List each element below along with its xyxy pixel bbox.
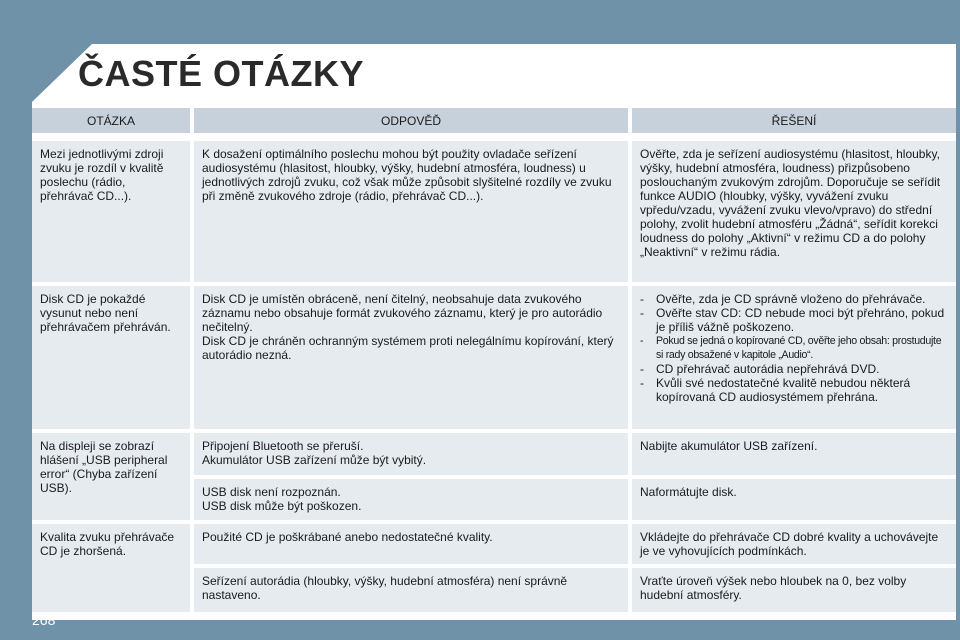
answer-text: Seřízení autorádia (hloubky, výšky, hudební atmosféra) není správně nastaveno. (202, 574, 568, 602)
answer-text: Disk CD je umístěn obráceně, není čitelný, neobsahuje data zvukového záznamu nebo obsahuje formát zvukového záznamu, který je pro autorádio nečitelný. (202, 292, 603, 334)
solution-list (640, 292, 948, 404)
answer-text: K dosažení optimálního poslechu mohou být použity ovladače seřízení audiosystému (hlasitost, hloubky, výšky, hudební atmosféra, loudness) u jednotlivých zdrojů zvuku, což však může způsobit slyšitelné rozdíly ve zvuku při změně zvukového zdroje (rádio, přehrávač CD...). (202, 147, 612, 203)
solution-text: Nabijte akumulátor USB zařízení. (640, 439, 818, 453)
answer-text: USB disk není rozpoznán. (202, 485, 341, 499)
list-item: - Ověřte, zda je CD správně vloženo do přehrávače. (640, 292, 948, 306)
answer-text: Použité CD je poškrábané anebo nedostatečné kvality. (202, 530, 493, 544)
row-3a-solution (632, 433, 956, 475)
list-item: - Ověřte stav CD: CD nebude moci být přehráno, pokud je příliš vážně poškozeno. (640, 306, 948, 334)
row-3a-answer (194, 433, 628, 475)
list-item: - Kvůli své nedostatečné kvalitě nebudou některá kopírovaná CD audiosystémem přehrána. (640, 376, 948, 404)
row-1-answer (194, 141, 628, 282)
row-4-question (32, 524, 190, 612)
answer-text: USB disk může být poškozen. (202, 499, 362, 513)
row-3b-answer (194, 479, 628, 520)
question-text: Kvalita zvuku přehrávače CD je zhoršená. (40, 530, 175, 558)
question-text: Disk CD je pokaždé vysunut nebo není přehrávačem přehráván. (40, 292, 171, 334)
row-3-question (32, 433, 190, 520)
row-1-question (32, 141, 190, 282)
question-text: Mezi jednotlivými zdroji zvuku je rozdíl v kvalitě poslechu (rádio, přehrávač CD...). (40, 147, 164, 203)
question-text: Na displeji se zobrazí hlášení „USB peripheral error“ (Chyba zařízení USB). (40, 439, 168, 495)
list-item: - CD přehrávač autorádia nepřehrává DVD. (640, 362, 948, 376)
row-4b-answer (194, 568, 628, 612)
answer-text: Disk CD je chráněn ochranným systémem proti nelegálnímu kopírování, který autorádio nezná. (202, 334, 614, 362)
solution-text: Vkládejte do přehrávače CD dobré kvality a uchovávejte je ve vyhovujících podmínkách. (640, 530, 939, 558)
header-solution: ŘEŠENÍ (632, 108, 956, 133)
row-2-answer (194, 286, 628, 429)
row-1-solution (632, 141, 956, 282)
row-2-question (32, 286, 190, 429)
row-4a-answer (194, 524, 628, 564)
page-title: ČASTÉ OTÁZKY (78, 53, 365, 94)
answer-text: Připojení Bluetooth se přeruší. (202, 439, 364, 453)
row-2-solution (632, 286, 956, 429)
row-4a-solution (632, 524, 956, 564)
page-number: 268 (32, 612, 56, 628)
answer-text: Akumulátor USB zařízení může být vybitý. (202, 453, 427, 467)
row-3b-solution (632, 479, 956, 520)
header-answer: ODPOVĚĎ (194, 108, 628, 133)
row-4b-solution (632, 568, 956, 612)
solution-text: Ověřte, zda je seřízení audiosystému (hlasitost, hloubky, výšky, hudební atmosféra, loudness) přizpůsobeno poslouchaným zvukovým zdrojům. Doporučuje se seřídit funkce AUDIO (hloubky, výšky, vyvážení zvuku vpředu/vzadu, vyvážení zvuku vlevo/vpravo) do střední polohy, zvolit hudební atmosféru „Žádná“, seřídit korekci loudness do polohy „Aktivní“ v režimu CD a do polohy „Neaktivní“ v režimu rádia. (640, 147, 941, 259)
solution-text: Vraťte úroveň výšek nebo hloubek na 0, bez volby hudební atmosféry. (640, 574, 907, 602)
header-question: OTÁZKA (32, 108, 190, 133)
list-item: - Pokud se jedná o kopírované CD, ověřte jeho obsah: prostudujte si rady obsažené v kapitole „Audio“. (640, 334, 948, 362)
solution-text: Naformátujte disk. (640, 485, 737, 499)
